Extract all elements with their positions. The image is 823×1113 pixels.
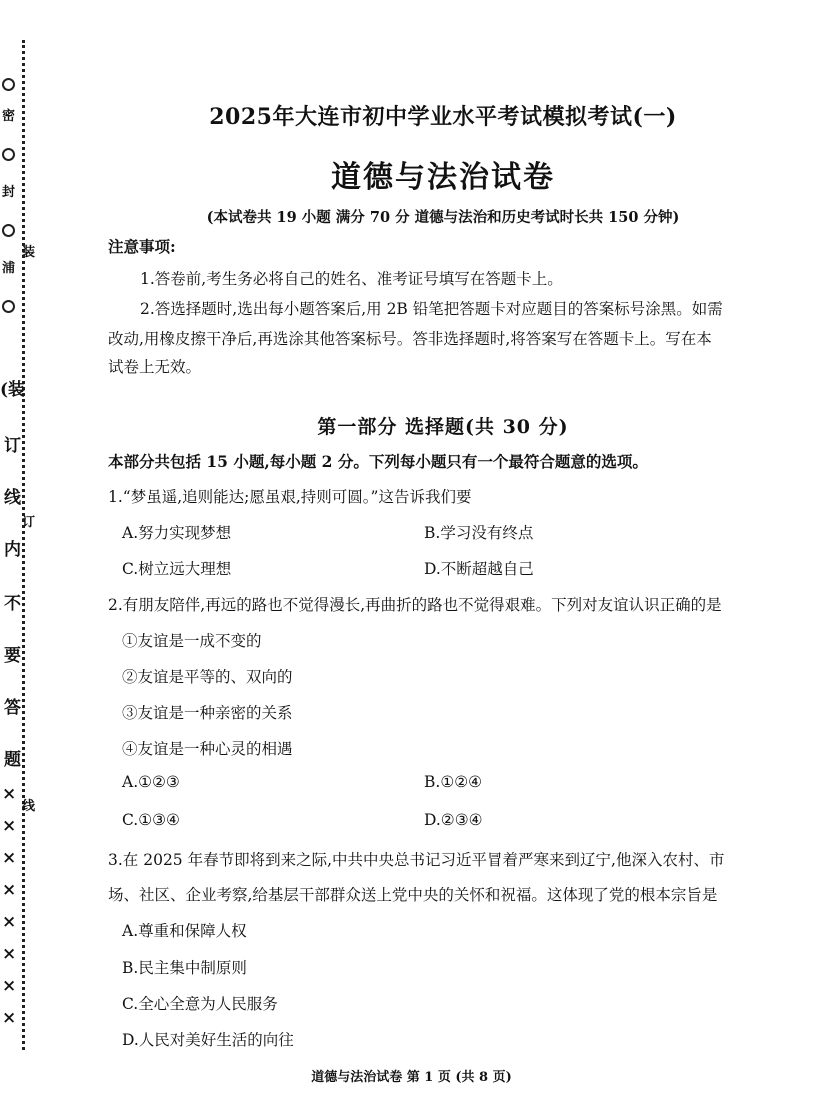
- binding-char: 封: [2, 185, 16, 200]
- question-2-stem: 2.有朋友陪伴,再远的路也不觉得漫长,再曲折的路也不觉得艰难。下列对友谊认识正确的是: [108, 596, 722, 614]
- notice-heading: 注意事项:: [108, 237, 176, 256]
- question-2-statement: ③友谊是一种亲密的关系: [122, 704, 293, 722]
- binding-x-mark: ×: [2, 848, 17, 868]
- binding-char: 浦: [2, 261, 16, 276]
- binding-instruction-char: 要: [4, 646, 21, 666]
- notice-item: 试卷上无效。: [108, 358, 202, 376]
- binding-dotted-line: [22, 40, 25, 1050]
- binding-x-mark: ×: [2, 784, 17, 804]
- question-2-option-a: A.①②③: [122, 773, 180, 791]
- question-2-statement: ④友谊是一种心灵的相遇: [122, 740, 293, 758]
- binding-char: 密: [2, 109, 16, 124]
- binding-hole: [2, 300, 15, 313]
- binding-instruction-char: 答: [4, 698, 21, 718]
- page-footer: 道德与法治试卷 第 1 页 (共 8 页): [311, 1070, 512, 1085]
- binding-instruction-char: 内: [4, 540, 21, 560]
- binding-instruction-char: 订: [4, 436, 21, 456]
- question-2-statement: ②友谊是平等的、双向的: [122, 668, 293, 686]
- binding-instruction-char: 题: [4, 750, 21, 770]
- binding-x-mark: ×: [2, 944, 17, 964]
- question-1-option-d: D.不断超越自己: [424, 560, 534, 578]
- question-3-option-b: B.民主集中制原则: [122, 959, 247, 977]
- binding-x-mark: ×: [2, 880, 17, 900]
- question-1-stem: 1.“梦虽遥,追则能达;愿虽艰,持则可圆。”这告诉我们要: [108, 488, 472, 506]
- binding-char: 线: [22, 799, 36, 814]
- question-3-option-c: C.全心全意为人民服务: [122, 995, 278, 1013]
- binding-char: 装: [22, 245, 36, 260]
- binding-x-mark: ×: [2, 1008, 17, 1028]
- binding-instruction-char: (装: [0, 380, 26, 400]
- question-2-statement: ①友谊是一成不变的: [122, 632, 262, 650]
- question-1-option-c: C.树立远大理想: [122, 560, 232, 578]
- question-3-option-d: D.人民对美好生活的向往: [122, 1031, 294, 1049]
- binding-x-mark: ×: [2, 912, 17, 932]
- question-3-option-a: A.尊重和保障人权: [122, 922, 247, 940]
- binding-char: 订: [22, 515, 36, 530]
- question-3-stem-cont: 场、社区、企业考察,给基层干部群众送上党中央的关怀和祝福。这体现了党的根本宗旨是: [108, 886, 718, 904]
- notice-item: 改动,用橡皮擦干净后,再选涂其他答案标号。答非选择题时,将答案写在答题卡上。写在本: [108, 330, 712, 348]
- exam-title: 2025年大连市初中学业水平考试模拟考试(一): [209, 104, 677, 130]
- binding-hole: [2, 224, 15, 237]
- binding-hole: [2, 148, 15, 161]
- question-2-option-d: D.②③④: [424, 811, 483, 829]
- question-2-option-b: B.①②④: [424, 773, 483, 791]
- binding-x-mark: ×: [2, 976, 17, 996]
- binding-hole: [2, 78, 15, 91]
- binding-x-mark: ×: [2, 816, 17, 836]
- exam-info: (本试卷共 19 小题 满分 70 分 道德与法治和历史考试时长共 150 分钟): [206, 209, 680, 226]
- notice-item: 2.答选择题时,选出每小题答案后,用 2B 铅笔把答题卡对应题目的答案标号涂黑。如需: [140, 300, 723, 318]
- part1-title: 第一部分 选择题(共 30 分): [317, 416, 569, 438]
- exam-subject: 道德与法治试卷: [331, 160, 555, 195]
- question-2-option-c: C.①③④: [122, 811, 180, 829]
- notice-item: 1.答卷前,考生务必将自己的姓名、准考证号填写在答题卡上。: [140, 270, 563, 288]
- binding-instruction-char: 不: [4, 594, 21, 614]
- question-1-option-a: A.努力实现梦想: [122, 524, 232, 542]
- binding-instruction-char: 线: [4, 488, 21, 508]
- question-3-stem: 3.在 2025 年春节即将到来之际,中共中央总书记习近平冒着严寒来到辽宁,他深入农村、市: [108, 851, 725, 869]
- part1-instruction: 本部分共包括 15 小题,每小题 2 分。下列每小题只有一个最符合题意的选项。: [108, 452, 648, 471]
- question-1-option-b: B.学习没有终点: [424, 524, 534, 542]
- binding-margin: [0, 0, 40, 1113]
